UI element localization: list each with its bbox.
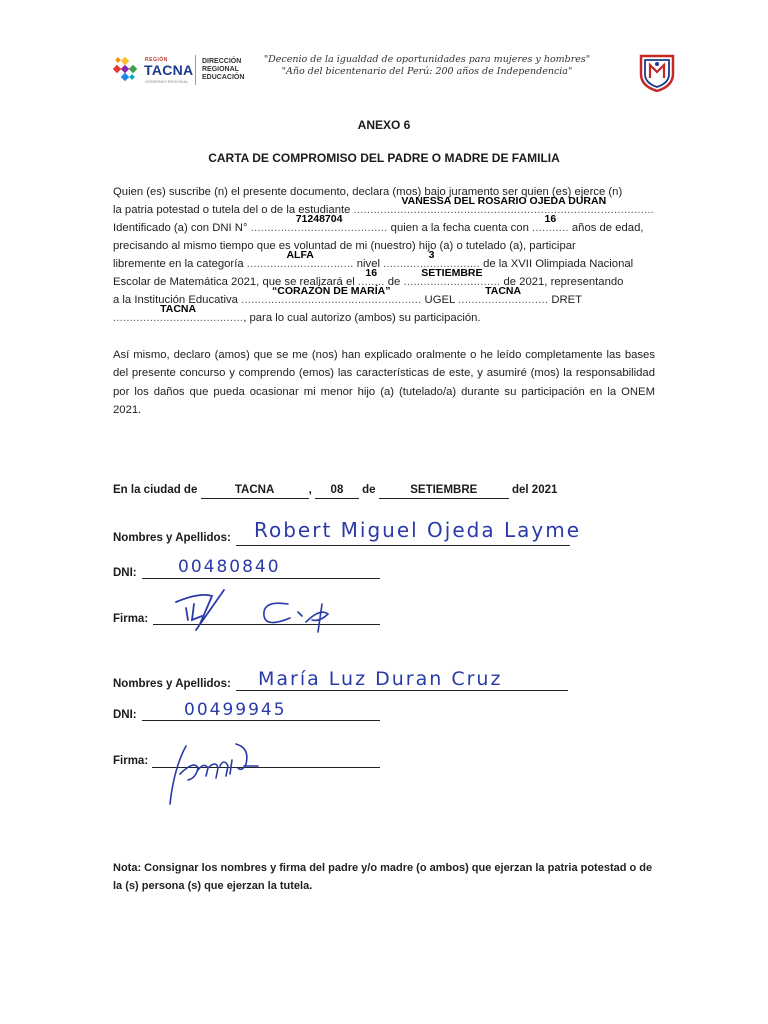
city-prefix: En la ciudad de: [113, 484, 198, 496]
ugel-field[interactable]: ........................... TACNA: [458, 291, 548, 309]
form-text: de: [387, 276, 401, 288]
parent2-firma-label: Firma:: [113, 755, 149, 767]
logo-region-label: REGIÓN: [145, 57, 168, 63]
form-text: de la XVII Olimpiada Nacional: [483, 258, 634, 270]
form-text: de 2021, representando: [503, 276, 624, 288]
month-field[interactable]: SETIEMBRE: [379, 484, 509, 499]
student-age-field[interactable]: ........... 16: [532, 219, 569, 237]
document-title: CARTA DE COMPROMISO DEL PADRE O MADRE DE FAMILIA: [208, 151, 560, 165]
parent1-dni-handwritten: 00480840: [178, 557, 281, 577]
form-text: a la Institución Educativa: [113, 294, 238, 306]
direccion-line: DIRECCIÓN: [202, 58, 242, 65]
form-text: Identificado (a) con DNI N°: [113, 222, 248, 234]
student-dni-field[interactable]: ......................................... 71248704: [251, 219, 388, 237]
direccion-regional-label: [202, 58, 244, 82]
tacna-logo: [112, 54, 212, 86]
event-month-field[interactable]: ............................. SETIEMBRE: [403, 273, 500, 291]
form-text: , para lo cual autorizo (ambos) su participación.: [243, 312, 481, 324]
header-motto: [262, 54, 592, 78]
student-name-value: VANESSA DEL ROSARIO OJEDA DURAN: [401, 195, 607, 207]
date-connector: de: [362, 484, 376, 496]
level-value: 3: [428, 249, 435, 261]
footer-note: Nota: Consignar los nombres y firma del padre y/o madre (o ambos) que ejerzan la patria potestad o de la (s) persona (s) que ejerzan la tutela.: [113, 862, 653, 892]
form-text: Escolar de Matemática 2021, que se realizará el: [113, 276, 355, 288]
level-field[interactable]: ............................. 3: [383, 255, 480, 273]
parent2-signature-icon: [158, 738, 268, 808]
event-month-value: SETIEMBRE: [421, 267, 483, 279]
form-text: UGEL: [424, 294, 455, 306]
parent1-name-label: Nombres y Apellidos:: [113, 532, 231, 544]
form-text: nivel: [356, 258, 380, 270]
form-line: [113, 213, 655, 237]
annex-title: ANEXO 6: [357, 118, 411, 132]
form-text: libremente en la categoría: [113, 258, 244, 270]
ugel-value: TACNA: [485, 285, 522, 297]
form-text: DRET: [551, 294, 583, 306]
form-text: la patria potestad o tutela del o de la estudiante: [113, 204, 351, 216]
parent2-dni-label: DNI:: [113, 709, 137, 721]
parent1-dni-label: DNI:: [113, 567, 137, 579]
parent1-name-field[interactable]: [236, 545, 570, 546]
motto-line-1: "Decenio de la igualdad de oportunidades para mujeres y hombres": [263, 54, 591, 65]
category-value: ALFA: [286, 249, 314, 261]
city-date-line: En la ciudad de TACNA , 08 de SETIEMBRE del 2021: [113, 484, 557, 499]
form-text: quien a la fecha cuenta con: [390, 222, 529, 234]
form-text: precisando al mismo tiempo que es voluntad de mi (nuestro) hijo (a) o tutelado (a), participar: [113, 240, 576, 252]
student-dni-value: 71248704: [295, 213, 343, 225]
city-field[interactable]: TACNA: [201, 484, 309, 499]
institution-field[interactable]: ...................................................... “CORAZÓN DE MARÍA”: [241, 291, 421, 309]
parent1-dni-field[interactable]: [142, 578, 380, 579]
category-field[interactable]: ................................ ALFA: [247, 255, 354, 273]
logo-brand-sub: GOBIERNO REGIONAL: [145, 79, 189, 84]
parent2-name-label: Nombres y Apellidos:: [113, 678, 231, 690]
dret-field[interactable]: ....................................... TACNA: [113, 309, 243, 327]
parent1-firma-label: Firma:: [113, 613, 149, 625]
logo-brand-name: TACNA: [144, 62, 194, 78]
school-crest-icon: [638, 52, 676, 92]
day-field[interactable]: 08: [315, 484, 359, 499]
parent2-dni-field[interactable]: [142, 720, 380, 721]
commitment-paragraph: [113, 183, 655, 327]
student-name-field[interactable]: .......................................................................................... VANESSA DEL ROSARIO OJEDA DURAN: [354, 201, 654, 219]
parent2-name-field[interactable]: [236, 690, 568, 691]
parent1-name-handwritten: Robert Miguel Ojeda Layme: [254, 518, 581, 542]
form-line: [113, 303, 655, 327]
logo-divider: [195, 55, 196, 85]
year-suffix: del 2021: [511, 484, 558, 496]
parent2-name-handwritten: María Luz Duran Cruz: [258, 668, 503, 690]
declaration-paragraph: Así mismo, declaro (amos) que se me (nos) han explicado oralmente o he leído completamente las bases del presente concurso y comprendo (emos) las características de este, y asumiré (mos) la responsabilidad por los daños que pueda ocasionar mi menor hijo (a) (tutelado/a) durante su participación en la ONEM 2021.: [113, 349, 655, 416]
form-text: Quien (es) suscribe (n) el presente documento, declara (mos) bajo juramento ser quien (es) ejerce (n): [113, 186, 623, 198]
dret-value: TACNA: [160, 303, 197, 315]
institution-value: “CORAZÓN DE MARÍA”: [272, 285, 391, 297]
direccion-line: REGIONAL: [202, 66, 239, 73]
student-age-value: 16: [544, 213, 557, 225]
parent2-dni-handwritten: 00499945: [184, 700, 287, 720]
event-day-field[interactable]: ........ 16: [358, 273, 385, 291]
motto-line-2: "Año del bicentenario del Perú: 200 años de Independencia": [281, 66, 573, 77]
direccion-line: EDUCACIÓN: [202, 74, 245, 81]
event-day-value: 16: [365, 267, 378, 279]
form-text: años de edad,: [571, 222, 644, 234]
tacna-logo-mark-icon: [112, 56, 140, 84]
parent1-signature-icon: [170, 586, 360, 634]
